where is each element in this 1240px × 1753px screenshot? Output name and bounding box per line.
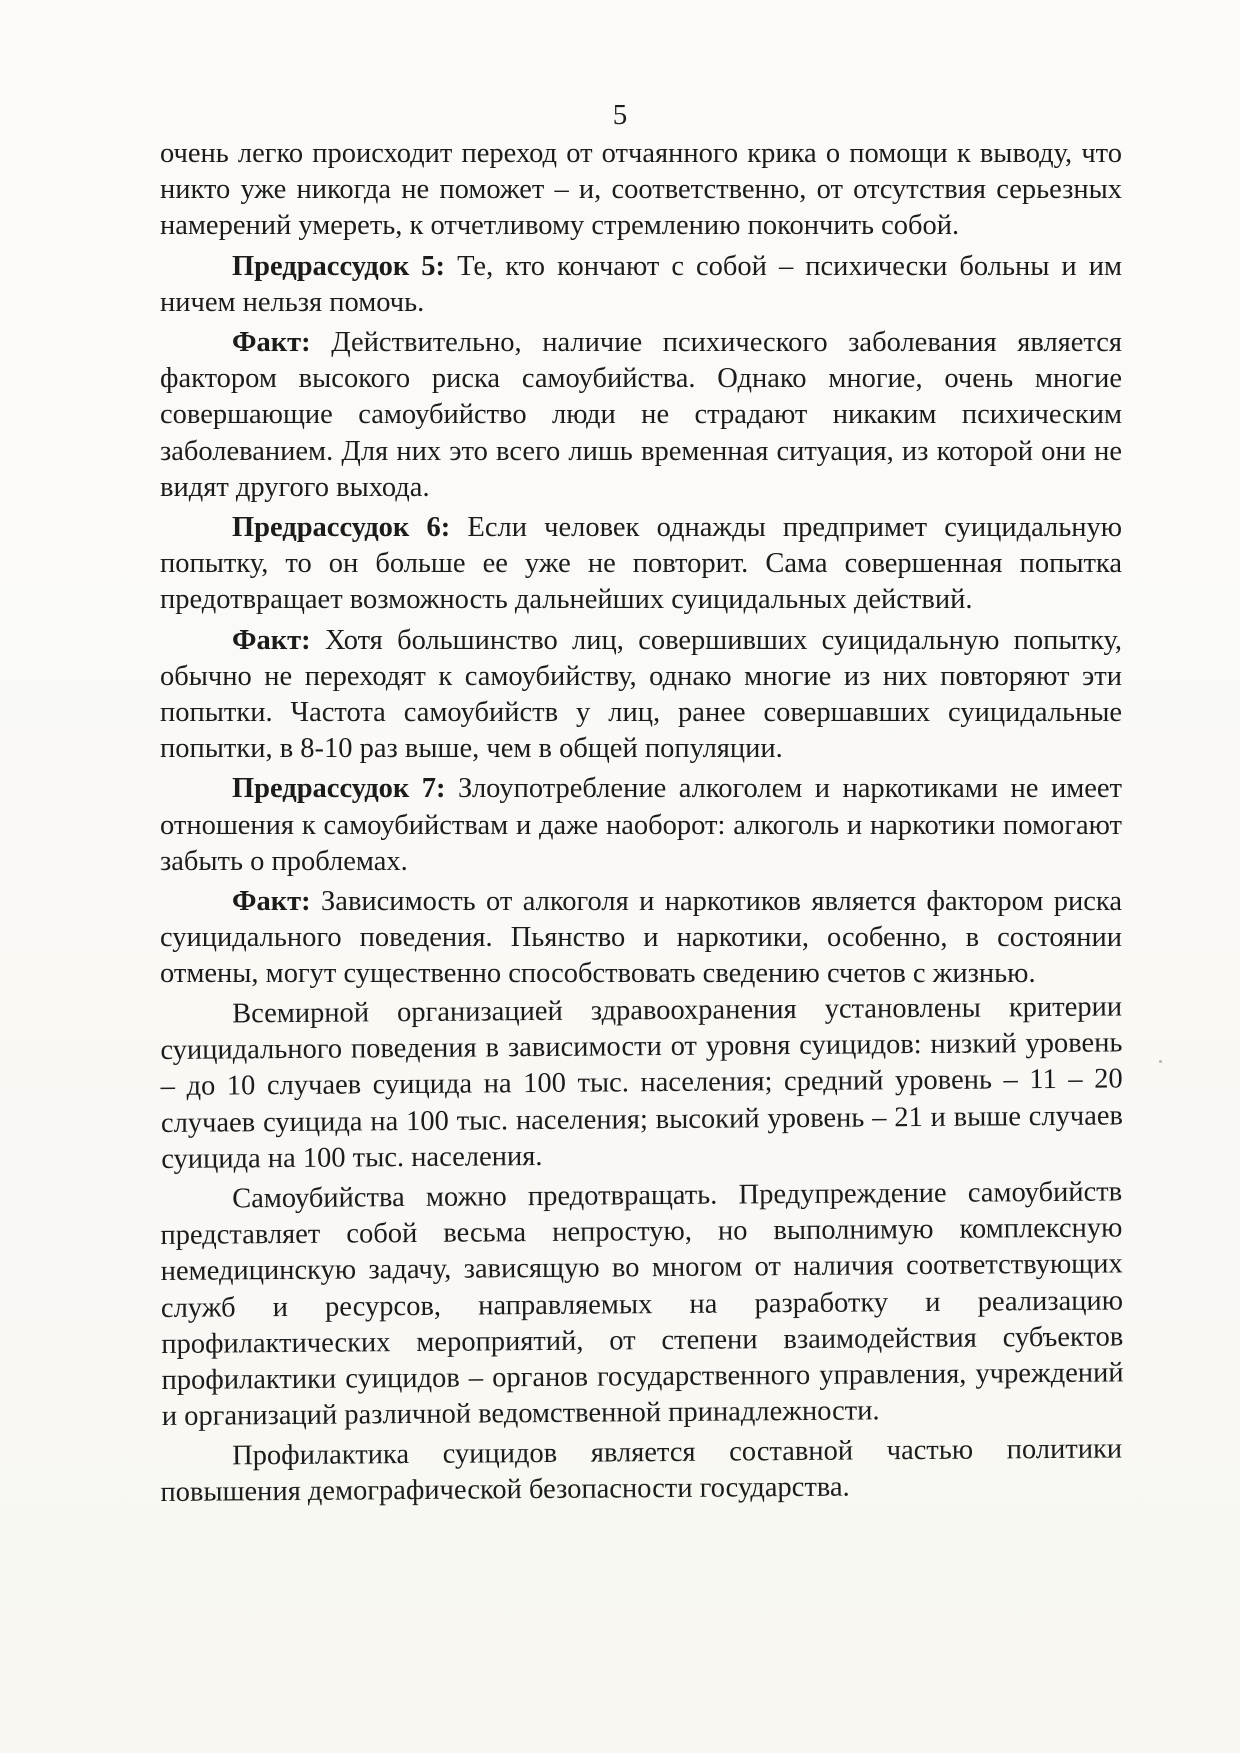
paragraph-text: Хотя большинство лиц, совершивших суицидальную попытку, обычно не переходят к самоубийству, однако многие из них повторяют эти попытки. Частота самоубийств у лиц, ранее совершавших суицидальные попытки, в 8-10 раз выше, чем в общей популяции. bbox=[160, 624, 1122, 765]
policy-paragraph bbox=[160, 1432, 1123, 1512]
paragraph-continuation bbox=[160, 136, 1122, 245]
prejudice-paragraph bbox=[160, 510, 1122, 619]
who-criteria-paragraph bbox=[160, 989, 1123, 1178]
prejudice-label: Предрассудок 7: bbox=[232, 773, 446, 805]
scan-speck bbox=[1159, 1060, 1162, 1063]
paragraph-text: Те, кто кончают с собой – психически больны и им ничем нельзя помочь. bbox=[160, 250, 1122, 318]
paragraph-text: Всемирной организацией здравоохранения установлены критерии суицидального поведения в зависимости от уровня суицидов: низкий уровень – до 10 случаев суицида на 100 тыс. населения; средний уровень – 11 – 20 случаев суицида на 100 тыс. населения; высокий уровень – 21 и выше случаев суицида на 100 тыс. населения. bbox=[160, 991, 1124, 1175]
prejudice-paragraph bbox=[160, 771, 1122, 880]
paragraph-text: Профилактика суицидов является составной частью политики повышения демографической безопасности государства. bbox=[160, 1433, 1123, 1509]
document-body bbox=[160, 136, 1122, 1512]
prevention-paragraph bbox=[160, 1174, 1124, 1435]
paragraph-text: Самоубийства можно предотвращать. Предупреждение самоубийств представляет собой весьма непростую, но выполнимую комплексную немедицинскую задачу, зависящую во многом от наличия соответствующих служб и ресурсов, направляемых на разработку и реализацию профилактических мероприятий, от степени взаимодействия субъектов профилактики суицидов – органов государственного управления, учреждений и организаций различной ведомственной принадлежности. bbox=[160, 1176, 1124, 1432]
fact-label: Факт: bbox=[232, 886, 311, 918]
fact-paragraph bbox=[160, 623, 1122, 768]
paragraph-text: очень легко происходит переход от отчаянного крика о помощи к выводу, что никто уже никогда не поможет – и, соответственно, от отсутствия серьезных намерений умереть, к отчетливому стремлению покончить собой. bbox=[160, 138, 1122, 242]
paragraph-text: Если человек однажды предпримет суицидальную попытку, то он больше ее уже не повторит. Сама совершенная попытка предотвращает возможность дальнейших суицидальных действий. bbox=[160, 512, 1122, 616]
prejudice-paragraph bbox=[160, 249, 1122, 321]
prejudice-label: Предрассудок 5: bbox=[232, 250, 446, 282]
fact-paragraph bbox=[160, 325, 1122, 506]
fact-label: Факт: bbox=[232, 327, 311, 359]
paragraph-text: Действительно, наличие психического заболевания является фактором высокого риска самоубийства. Однако многие, очень многие совершающие самоубийство люди не страдают никаким психическим заболеванием. Для них это всего лишь временная ситуация, из которой они не видят другого выхода. bbox=[160, 327, 1122, 503]
paragraph-text: Злоупотребление алкоголем и наркотиками не имеет отношения к самоубийствам и даже наоборот: алкоголь и наркотики помогают забыть о проблемах. bbox=[160, 773, 1122, 877]
paragraph-text: Зависимость от алкоголя и наркотиков является фактором риска суицидального поведения. Пьянство и наркотики, особенно, в состоянии отмены, могут существенно способствовать сведению счетов с жизнью. bbox=[160, 886, 1122, 990]
fact-label: Факт: bbox=[232, 624, 311, 656]
prejudice-label: Предрассудок 6: bbox=[232, 512, 451, 544]
fact-paragraph bbox=[160, 884, 1122, 993]
page-number: 5 bbox=[612, 99, 628, 131]
